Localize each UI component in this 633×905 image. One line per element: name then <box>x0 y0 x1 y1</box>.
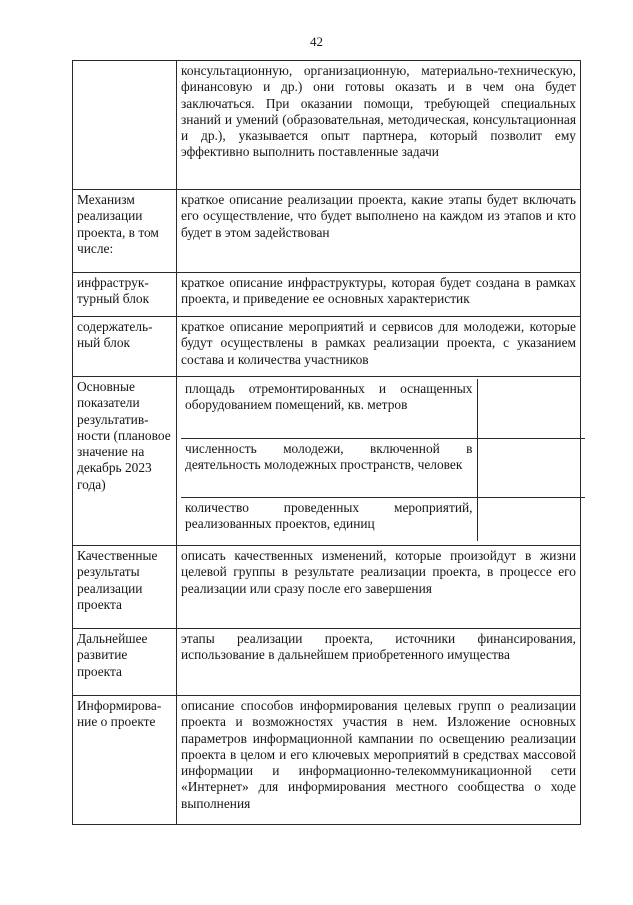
project-description-table <box>72 60 581 825</box>
row-label-project-information: Информирова-ние о проекте <box>73 696 177 825</box>
page-number: 42 <box>310 34 323 49</box>
table-row-further-development <box>73 629 581 696</box>
indicator-row <box>181 379 585 439</box>
indicator-events-value <box>477 498 585 542</box>
content-block-text: краткое описание мероприятий и сервисов для молодежи, которые будут осуществлены в рамках реализации проекта, с указанием состава и количества участников <box>177 317 581 377</box>
indicator-youth-count-text: численность молодежи, включенной в деятельность молодежных пространств, человек <box>181 439 477 498</box>
project-information-text: описание способов информирования целевых групп о реализации проекта и возможностях участия в нем. Изложение основных параметров информационной кампании по освещению реализации проекта в целом и его ключевых мероприятий в средствах массовой информации и информационно-телекоммуникационной сети «Интернет» для информирования местного сообщества о ходе выполнения <box>177 696 581 825</box>
table-row-content-block <box>73 317 581 377</box>
indicator-youth-count-value <box>477 439 585 498</box>
row-label-empty <box>73 61 177 190</box>
further-development-text: этапы реализации проекта, источники финансирования, использование в дальнейшем приобретенного имущества <box>177 629 581 696</box>
indicator-area-value <box>477 379 585 439</box>
table-row-key-indicators <box>73 377 581 546</box>
indicators-cell <box>177 377 581 546</box>
row-label-key-indicators: Основные показатели результатив-ности (плановое значение на декабрь 2023 года) <box>73 377 177 546</box>
indicator-area-text: площадь отремонтированных и оснащенных оборудованием помещений, кв. метров <box>181 379 477 439</box>
row-label-implementation-mechanism: Механизм реализации проекта, в том числе: <box>73 190 177 273</box>
row-label-content-block: содержатель-ный блок <box>73 317 177 377</box>
table-row-infrastructure-block <box>73 273 581 317</box>
row-label-further-development: Дальнейшее развитие проекта <box>73 629 177 696</box>
indicators-table <box>181 379 585 541</box>
table-row-qualitative-results <box>73 546 581 629</box>
implementation-mechanism-text: краткое описание реализации проекта, какие этапы будет включать его осуществление, что будет выполнено на каждом из этапов и кто будет в этом задействован <box>177 190 581 273</box>
row-label-infrastructure-block: инфраструк-турный блок <box>73 273 177 317</box>
table-row-implementation-mechanism <box>73 190 581 273</box>
qualitative-results-text: описать качественных изменений, которые произойдут в жизни целевой группы в результате реализации проекта, в процессе его реализации или сразу после его завершения <box>177 546 581 629</box>
indicator-events-text: количество проведенных мероприятий, реализованных проектов, единиц <box>185 500 473 532</box>
row-label-qualitative-results: Качественные результаты реализации проекта <box>73 546 177 629</box>
infrastructure-block-text: краткое описание инфраструктуры, которая будет создана в рамках проекта, и приведение ее основных характеристик <box>177 273 581 317</box>
indicator-row <box>181 498 585 542</box>
partner-support-text: консультационную, организационную, материально-техническую, финансовую и др.) они готовы оказать и в чем она будет заключаться. При оказании помощи, требующей специальных знаний и умений (образовательная, методическая, консультационная и др.), указывается опыт партнера, который позволит ему эффективно выполнить поставленные задачи <box>177 61 581 190</box>
table-row-partner-support <box>73 61 581 190</box>
indicator-row <box>181 439 585 498</box>
table-row-project-information <box>73 696 581 825</box>
